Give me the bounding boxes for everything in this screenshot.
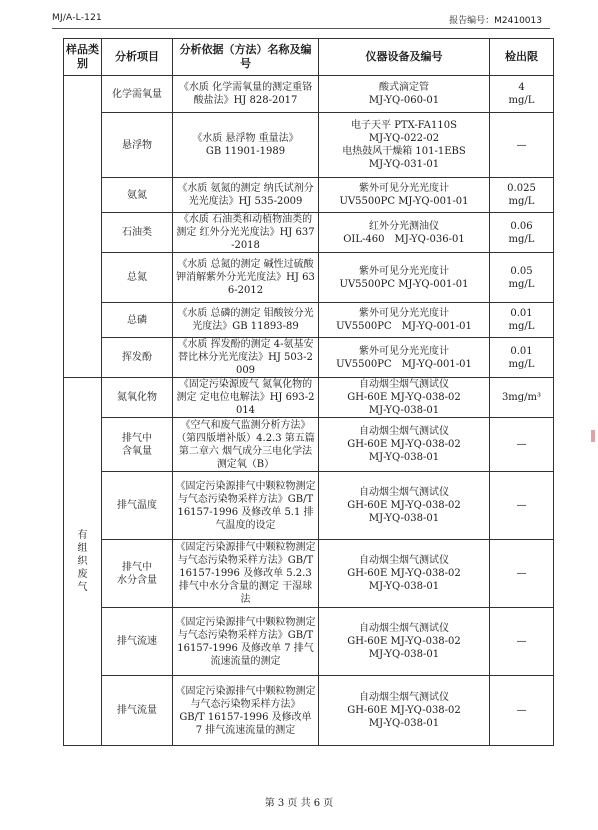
cell-item: 化学需氧量 xyxy=(102,76,173,113)
cell-limit: — xyxy=(490,676,554,746)
cell-instrument: 自动烟尘烟气测试仪 GH-60E MJ-YQ-038-02 MJ-YQ-038-01 xyxy=(319,540,490,608)
cell-instrument: 自动烟尘烟气测试仪 GH-60E MJ-YQ-038-02 MJ-YQ-038-01 xyxy=(319,608,490,676)
table-header-row xyxy=(64,39,554,76)
cell-method: 《水质 化学需氧量的测定重铬酸盐法》HJ 828-2017 xyxy=(173,76,319,113)
table-row xyxy=(64,303,554,338)
table-row xyxy=(64,676,554,746)
cell-method: 《固定污染源排气中颗粒物测定与气态污染物采样方法》GB/T 16157-1996 及修改单 7 排气流速流量的测定 xyxy=(173,608,319,676)
header-sample-category: 样品类别 xyxy=(64,39,102,76)
header-divider xyxy=(52,28,550,29)
table-row xyxy=(64,472,554,540)
cell-instrument: 红外分光测油仪 OIL-460 MJ-YQ-036-01 xyxy=(319,213,490,253)
table-row xyxy=(64,338,554,378)
header-detection-limit: 检出限 xyxy=(490,39,554,76)
table-row xyxy=(64,76,554,113)
cell-instrument: 自动烟尘烟气测试仪 GH-60E MJ-YQ-038-02 MJ-YQ-038-01 xyxy=(319,676,490,746)
cell-limit: — xyxy=(490,472,554,540)
cell-item: 排气温度 xyxy=(102,472,173,540)
category-cell-organized-exhaust xyxy=(64,378,102,746)
cell-item: 氨氮 xyxy=(102,178,173,213)
table-row xyxy=(64,540,554,608)
table-row xyxy=(64,253,554,303)
cell-limit: 0.01 mg/L xyxy=(490,338,554,378)
cell-method: 《空气和废气监测分析方法》（第四版增补版）4.2.3 第五篇第二章六 烟气成分三电化学法测定氧（B） xyxy=(173,418,319,472)
report-number: 报告编号：M2410013 xyxy=(449,16,542,26)
cell-instrument: 自动烟尘烟气测试仪 GH-60E MJ-YQ-038-02 MJ-YQ-038-01 xyxy=(319,472,490,540)
cell-limit: — xyxy=(490,540,554,608)
cell-instrument: 自动烟尘烟气测试仪 GH-60E MJ-YQ-038-02 MJ-YQ-038-01 xyxy=(319,378,490,418)
cell-item: 总氮 xyxy=(102,253,173,303)
table-row xyxy=(64,113,554,178)
table-row xyxy=(64,418,554,472)
category-char: 废 xyxy=(77,569,88,580)
cell-limit: 0.05 mg/L xyxy=(490,253,554,303)
cell-method: 《水质 悬浮物 重量法》 GB 11901-1989 xyxy=(173,113,319,178)
cell-method: 《水质 石油类和动植物油类的测定 红外分光光度法》HJ 637-2018 xyxy=(173,213,319,253)
cell-instrument: 紫外可见分光光度计 UV5500PC MJ-YQ-001-01 xyxy=(319,338,490,378)
cell-limit: — xyxy=(490,418,554,472)
cell-limit: 0.01 mg/L xyxy=(490,303,554,338)
table-row xyxy=(64,178,554,213)
category-char: 组 xyxy=(77,543,88,554)
category-char: 气 xyxy=(77,582,88,593)
analysis-method-table xyxy=(63,38,554,746)
category-char: 有 xyxy=(77,530,88,541)
cell-item: 挥发酚 xyxy=(102,338,173,378)
cell-limit: 0.06 mg/L xyxy=(490,213,554,253)
cell-item: 氮氧化物 xyxy=(102,378,173,418)
cell-instrument: 紫外可见分光光度计 UV5500PC MJ-YQ-001-01 xyxy=(319,253,490,303)
header-analysis-item: 分析项目 xyxy=(102,39,173,76)
cell-method: 《固定污染源排气中颗粒物测定与气态污染物采样方法》GB/T 16157-1996 及修改单 5.1 排气温度的设定 xyxy=(173,472,319,540)
cell-item: 石油类 xyxy=(102,213,173,253)
header-method: 分析依据（方法）名称及编号 xyxy=(173,39,319,76)
cell-limit: 0.025 mg/L xyxy=(490,178,554,213)
cell-limit: 3mg/m³ xyxy=(490,378,554,418)
cell-instrument: 紫外可见分光光度计 UV5500PC MJ-YQ-001-01 xyxy=(319,303,490,338)
cell-method: 《固定污染源排气中颗粒物测定与气态污染物采样方法》 GB/T 16157-1996 及修改单 7 排气流速流量的测定 xyxy=(173,676,319,746)
category-cell-water xyxy=(64,76,102,378)
cell-limit: — xyxy=(490,608,554,676)
cell-instrument: 酸式滴定管 MJ-YQ-060-01 xyxy=(319,76,490,113)
cell-limit: — xyxy=(490,113,554,178)
cell-method: 《固定污染源排气中颗粒物测定与气态污染物采样方法》GB/T 16157-1996 及修改单 5.2.3 排气中水分含量的测定 干湿球法 xyxy=(173,540,319,608)
cell-item: 排气流速 xyxy=(102,608,173,676)
document-code: MJ/A-L-121 xyxy=(52,13,102,23)
cell-item: 排气中 含氧量 xyxy=(102,418,173,472)
cell-method: 《水质 总磷的测定 钼酸铵分光光度法》GB 11893-89 xyxy=(173,303,319,338)
table-row xyxy=(64,378,554,418)
table-row xyxy=(64,608,554,676)
cell-item: 排气流量 xyxy=(102,676,173,746)
cell-instrument: 自动烟尘烟气测试仪 GH-60E MJ-YQ-038-02 MJ-YQ-038-01 xyxy=(319,418,490,472)
seal-edge-mark xyxy=(591,430,595,442)
cell-method: 《水质 挥发酚的测定 4-氨基安替比林分光光度法》HJ 503-2009 xyxy=(173,338,319,378)
category-char: 织 xyxy=(77,556,88,567)
cell-limit: 4 mg/L xyxy=(490,76,554,113)
cell-method: 《水质 氨氮的测定 纳氏试剂分光光度法》HJ 535-2009 xyxy=(173,178,319,213)
header-instrument: 仪器设备及编号 xyxy=(319,39,490,76)
page-number: 第 3 页 共 6 页 xyxy=(264,798,334,809)
cell-instrument: 电子天平 PTX-FA110S MJ-YQ-022-02 电热鼓风干燥箱 101-1EBS MJ-YQ-031-01 xyxy=(319,113,490,178)
cell-item: 悬浮物 xyxy=(102,113,173,178)
cell-item: 排气中 水分含量 xyxy=(102,540,173,608)
cell-method: 《固定污染源废气 氮氧化物的测定 定电位电解法》HJ 693-2014 xyxy=(173,378,319,418)
cell-instrument: 紫外可见分光光度计 UV5500PC MJ-YQ-001-01 xyxy=(319,178,490,213)
cell-method: 《水质 总氮的测定 碱性过硫酸钾消解紫外分光光度法》HJ 636-2012 xyxy=(173,253,319,303)
table-row xyxy=(64,213,554,253)
cell-item: 总磷 xyxy=(102,303,173,338)
